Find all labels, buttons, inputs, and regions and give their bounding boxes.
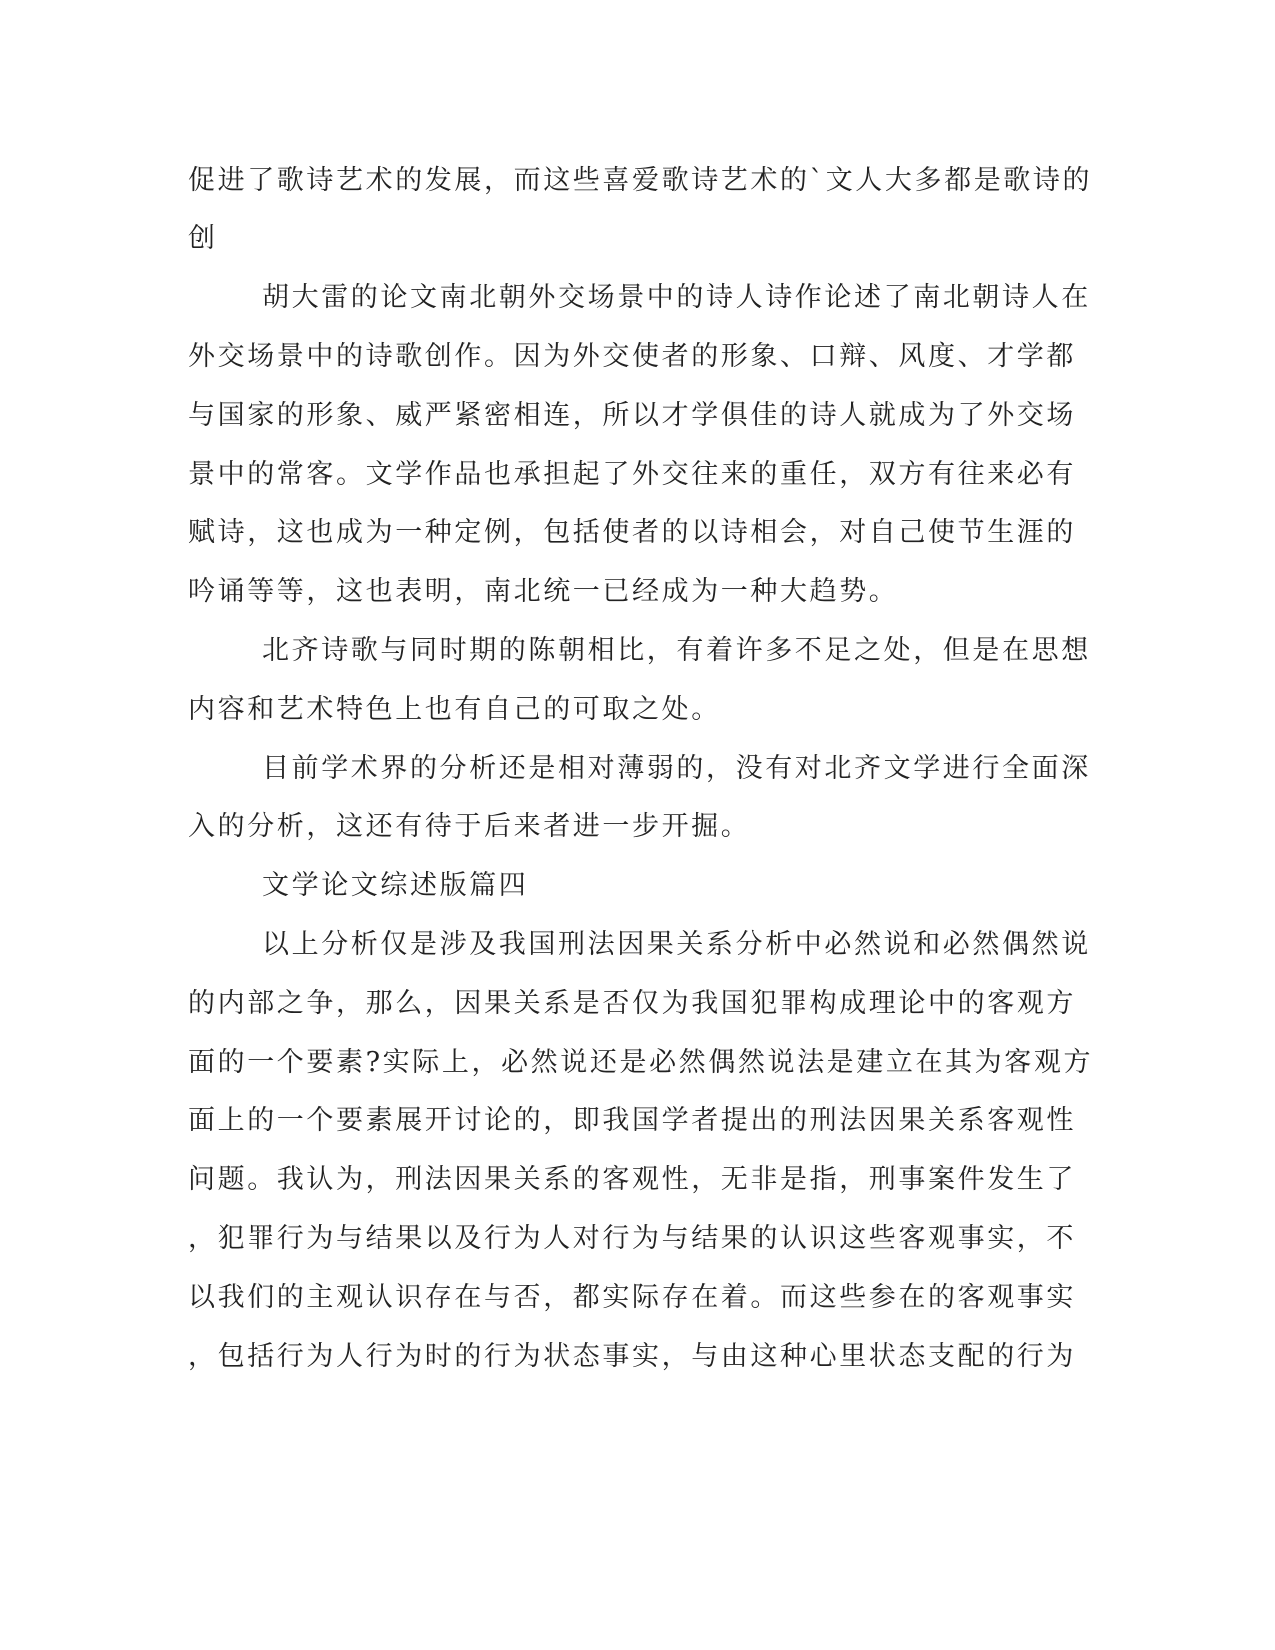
text-line: 面上的一个要素展开讨论的，即我国学者提出的刑法因果关系客观性 bbox=[188, 1105, 1076, 1136]
text-line: 外交场景中的诗歌创作。因为外交使者的形象、口辩、风度、才学都 bbox=[188, 341, 1076, 372]
text-line: 赋诗，这也成为一种定例，包括使者的以诗相会，对自己使节生涯的 bbox=[188, 517, 1076, 548]
paragraph-start-line: 北齐诗歌与同时期的陈朝相比，有着许多不足之处，但是在思想 bbox=[262, 635, 1091, 666]
text-line: 与国家的形象、威严紧密相连，所以才学俱佳的诗人就成为了外交场 bbox=[188, 400, 1076, 431]
text-line: 促进了歌诗艺术的发展，而这些喜爱歌诗艺术的`文人大多都是歌诗的 bbox=[188, 165, 1093, 196]
paragraph-start-line: 胡大雷的论文南北朝外交场景中的诗人诗作论述了南北朝诗人在 bbox=[262, 282, 1091, 313]
text-line: ，包括行为人行为时的行为状态事实，与由这种心里状态支配的行为 bbox=[188, 1341, 1076, 1372]
text-line: 吟诵等等，这也表明，南北统一已经成为一种大趋势。 bbox=[188, 576, 899, 607]
paragraph-start-line: 目前学术界的分析还是相对薄弱的，没有对北齐文学进行全面深 bbox=[262, 753, 1091, 784]
text-line: 面的一个要素?实际上，必然说还是必然偶然说法是建立在其为客观方 bbox=[188, 1047, 1094, 1078]
section-heading: 文学论文综述版篇四 bbox=[262, 870, 529, 901]
text-line: 创 bbox=[188, 223, 218, 254]
text-line: 入的分析，这还有待于后来者进一步开掘。 bbox=[188, 811, 751, 842]
text-line: 内容和艺术特色上也有自己的可取之处。 bbox=[188, 694, 721, 725]
text-line: 的内部之争，那么，因果关系是否仅为我国犯罪构成理论中的客观方 bbox=[188, 988, 1076, 1019]
text-line: 问题。我认为，刑法因果关系的客观性，无非是指，刑事案件发生了 bbox=[188, 1164, 1076, 1195]
paragraph-start-line: 以上分析仅是涉及我国刑法因果关系分析中必然说和必然偶然说 bbox=[262, 929, 1091, 960]
text-line: ，犯罪行为与结果以及行为人对行为与结果的认识这些客观事实，不 bbox=[188, 1223, 1076, 1254]
text-line: 景中的常客。文学作品也承担起了外交往来的重任，双方有往来必有 bbox=[188, 459, 1076, 490]
text-line: 以我们的主观认识存在与否，都实际存在着。而这些参在的客观事实 bbox=[188, 1282, 1076, 1313]
